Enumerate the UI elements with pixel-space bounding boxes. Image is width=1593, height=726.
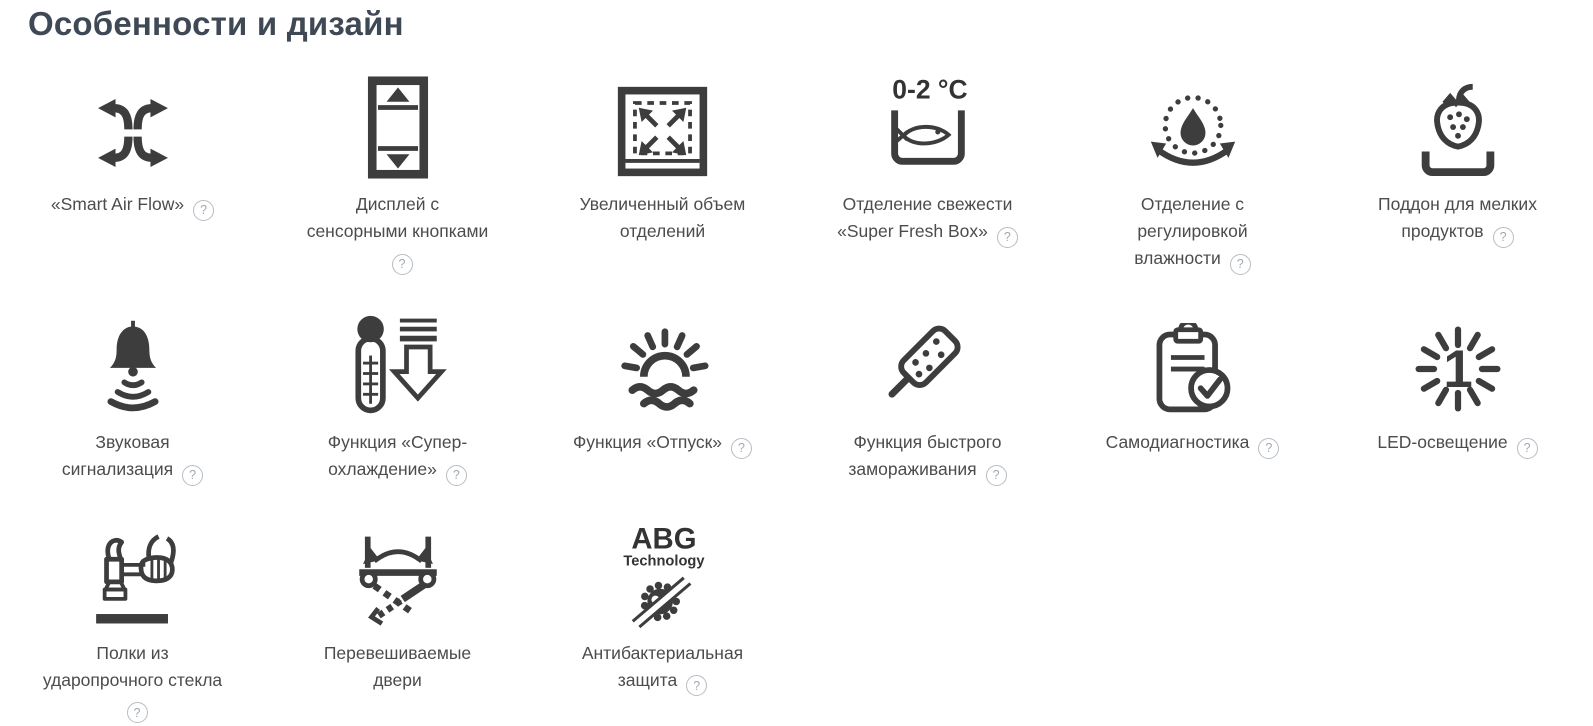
svg-text:1: 1 xyxy=(1442,339,1473,399)
self-diagnosis-icon xyxy=(1145,313,1241,417)
feature-card-super-cooling xyxy=(265,313,530,486)
feature-label: Дисплей с сенсорными кнопками ? xyxy=(307,191,489,275)
feature-card-humidity-control xyxy=(1060,75,1325,275)
feature-label: Увеличенный объем отделений xyxy=(579,194,746,241)
feature-card-self-diagnosis xyxy=(1060,313,1325,486)
section-title: Особенности и дизайн xyxy=(28,5,404,42)
help-icon[interactable]: ? xyxy=(731,438,752,459)
help-icon[interactable]: ? xyxy=(1258,438,1279,459)
help-icon[interactable]: ? xyxy=(686,675,707,696)
help-icon[interactable]: ? xyxy=(997,227,1018,248)
feature-label: LED-освещение ? xyxy=(1377,429,1537,459)
svg-text:Technology: Technology xyxy=(622,553,704,570)
fast-freezing-icon xyxy=(879,313,977,417)
feature-label: Самодиагностика ? xyxy=(1106,429,1280,459)
reversible-doors-icon xyxy=(346,524,450,628)
help-icon[interactable]: ? xyxy=(182,465,203,486)
antibacterial-protection-icon xyxy=(611,524,715,628)
feature-card-antibacterial-protection xyxy=(530,524,795,724)
touch-display-icon xyxy=(367,75,429,179)
increased-volume-icon xyxy=(615,75,710,179)
help-icon[interactable]: ? xyxy=(446,465,467,486)
svg-text:0-2 °C: 0-2 °C xyxy=(891,75,968,105)
fresh-box-icon xyxy=(874,75,982,179)
help-icon[interactable]: ? xyxy=(193,200,214,221)
feature-label: Отделение с регулировкой влажности ? xyxy=(1134,191,1250,275)
super-cooling-icon xyxy=(345,313,451,417)
feature-card-small-products-tray xyxy=(1325,75,1590,275)
feature-label: Звуковая сигнализация ? xyxy=(62,429,203,486)
feature-label: Антибактериальная защита ? xyxy=(582,640,743,697)
shockproof-glass-shelves-icon xyxy=(81,524,185,628)
feature-card-vacation-mode xyxy=(530,313,795,486)
svg-text:ABG: ABG xyxy=(630,522,697,556)
feature-card-increased-volume xyxy=(530,75,795,275)
help-icon[interactable]: ? xyxy=(1493,227,1514,248)
feature-card-touch-display xyxy=(265,75,530,275)
feature-card-fresh-box xyxy=(795,75,1060,275)
feature-card-fast-freezing xyxy=(795,313,1060,486)
feature-label: Полки из ударопрочного стекла ? xyxy=(43,640,222,724)
feature-label: «Smart Air Flow» ? xyxy=(51,191,214,221)
feature-label: Перевешиваемые двери xyxy=(323,642,472,690)
feature-label: Функция «Отпуск» ? xyxy=(573,429,752,459)
feature-card-shockproof-glass-shelves xyxy=(0,524,265,724)
feature-card-sound-alarm xyxy=(0,313,265,486)
feature-label: Функция «Супер- охлаждение» ? xyxy=(328,429,467,486)
feature-card-led-lighting xyxy=(1325,313,1590,486)
help-icon[interactable]: ? xyxy=(1517,438,1538,459)
feature-label: Отделение свежести «Super Fresh Box» ? xyxy=(837,191,1018,248)
feature-card-smart-air-flow xyxy=(0,75,265,275)
small-products-tray-icon xyxy=(1408,75,1508,179)
feature-label: Функция быстрого замораживания ? xyxy=(848,429,1006,486)
sound-alarm-icon xyxy=(84,313,182,417)
vacation-mode-icon xyxy=(615,313,711,417)
feature-label: Поддон для мелких продуктов ? xyxy=(1378,191,1537,248)
help-icon[interactable]: ? xyxy=(1230,254,1251,275)
help-icon[interactable]: ? xyxy=(392,254,413,275)
features-grid xyxy=(0,75,1593,723)
smart-air-flow-icon xyxy=(81,75,185,179)
help-icon[interactable]: ? xyxy=(127,702,148,723)
feature-card-reversible-doors xyxy=(265,524,530,724)
led-lighting-icon xyxy=(1410,313,1506,417)
humidity-control-icon xyxy=(1145,75,1241,179)
help-icon[interactable]: ? xyxy=(986,465,1007,486)
